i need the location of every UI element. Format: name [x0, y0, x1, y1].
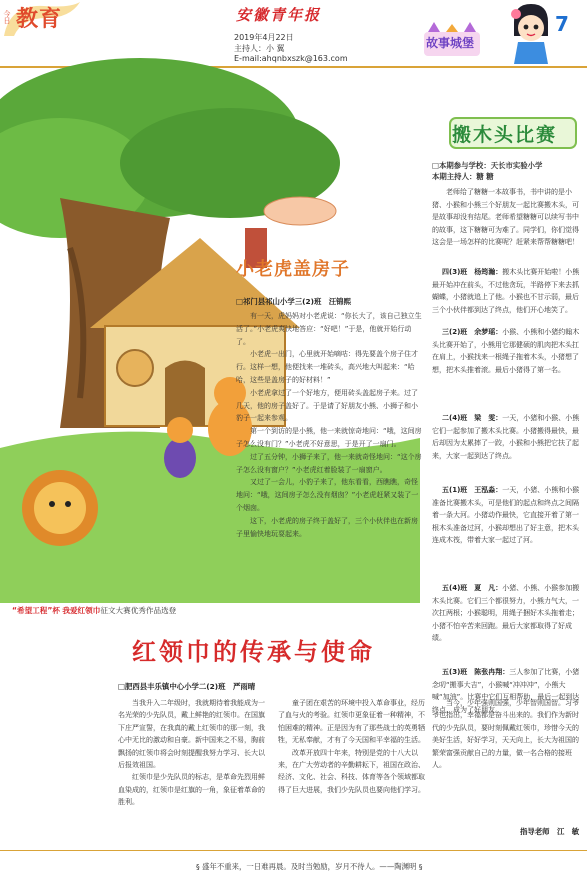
essay-paragraph: 当我升入二年级时，我就期待着我能成为一名光荣的少先队员，戴上鲜艳的红领巾。在国旗下庄严宣誓，在我真的戴上红领巾的那一刻，我心中无比的激动和自豪。新中国来之不易，胸前飘扬的红领巾将会时刻提醒我努力学习、长大以后报效祖国。 [118, 699, 265, 770]
story-paragraph: 有一天，虎妈妈对小老虎说：“你长大了，该自己独立生活了。”小老虎爽快地答应：“好吧！”于是，他就开始行动了。 [236, 312, 422, 346]
right-column-intro: 老师给了糖糖一本故事书，书中讲的是小猪、小猴和小熊三个好朋友一起比赛搬木头，可是故事却没有结尾。老师希望糖糖可以续写书中的故事，这下糖糖可为难了。同学们，你们觉得这会是一场怎样的比赛呢？赶紧来帮帮糖糖吧！ [432, 188, 579, 247]
essay-paragraph: 当今，少年强则国强，少年智则国智。习爷爷也指出，幸福都是奋斗出来的。我们作为新时代的少先队员，要时刻佩戴红领巾，珍惜今天的美好生活，好好学习，天天向上，长大为祖国的繁荣富强贡献自己的力量，做一名合格的接班人。 [432, 699, 579, 770]
editor-credit: 主持人：小 翼 [234, 44, 285, 53]
entry-author: 五(1)班 王泓淼： [442, 486, 503, 494]
contest-banner [12, 605, 176, 616]
entry-item [432, 484, 580, 580]
page-number: 7 [555, 12, 569, 36]
entry-item [432, 326, 580, 410]
essay-column [278, 697, 428, 839]
footer-quote: § 盛年不重来，一日难再晨。及时当勉励，岁月不待人。——陶渊明 § [196, 862, 423, 871]
banner-highlight: “希望工程”杯 [12, 606, 60, 615]
essay-paragraph: 红领巾是少先队员的标志，是革命先烈用鲜血染成的，红领巾是红旗的一角，象征着革命的胜利。 [118, 773, 265, 807]
essay-paragraph: 童子团在艰苦的环境中投入革命事业，经历了血与火的考验。红领巾更象征着一种精神，不怕困难的精神。正是因为有了那些战士的英勇牺牲，无私奉献，才有了今天国和平幸福的生活。 [278, 699, 425, 745]
right-column-info [432, 160, 580, 182]
banner-text: 征文大赛优秀作品选登 [100, 606, 177, 615]
essay-byline: □肥西县丰乐镇中心小学二(2)班 严雨晴 [118, 682, 256, 691]
story-paragraph: 第一个到访的是小熊，他一来就惊奇地问：“哦，这间房子怎么没有门？”小老虎不好意思，于是开了一扇门。 [236, 427, 422, 448]
story-byline: □祁门县祁山小学三(2)班 汪锦熙 [236, 297, 351, 306]
story-paragraph: 这下，小老虎的房子终于盖好了，三个小伙伴也在新房子里愉快地玩耍起来。 [236, 516, 418, 538]
column-host: 本期主持人：糖 糖 [432, 172, 494, 181]
entry-author: 二(4)班 梁 雯： [442, 414, 503, 422]
banner-highlight: 我爱红领巾 [62, 606, 101, 615]
entry-item [432, 266, 580, 324]
story-paragraph: 过了五分钟，小狮子来了，他一来就奇怪地问：“这个房子怎么没有窗户？”小老虎红着脸装了一扇窗户。 [236, 452, 422, 474]
brand-vertical-label: 今日 [3, 10, 11, 24]
essay-guide-teacher: 指导老师 江 敏 [520, 827, 580, 836]
footer-rule [0, 850, 587, 851]
story-paragraph: 又过了一会儿，小豹子来了，他东看看，西瞧瞧，奇怪地问：“哦，这间房子怎么没有烟囱？”小老虎赶紧又装了一个烟囱。 [236, 478, 419, 512]
story-title: 小老虎盖房子 [236, 259, 350, 280]
email-address[interactable]: E-mail:ahqnbxszk@163.com [234, 54, 348, 63]
entry-item [432, 412, 580, 482]
girl-avatar [508, 2, 554, 64]
essay-paragraph: 改革开放四十年来，特别是党的十八大以来，在广大劳动者的辛勤耕耘下，祖国在政治、经济、文化、社会、科技、体育等各个领域都取得了巨大进展，我们少先队员也要向他们学习。 [278, 748, 425, 794]
entry-text: 小猴、小熊和小猪约翰木头比赛开始了，小熊用它那健硕的肌肉把木头扛在肩上，小猴找来一根绳子拖着木头，小猪想了想，把木头推着滚。最后小猪得了第一名。 [432, 328, 580, 374]
participating-school: □本期参与学校：天长市实验小学 [432, 161, 543, 170]
entry-text: 三人参加了比赛，小猪念叨“搬事大吉”，小猴喊“冲冲冲”，小熊大喊“加油”。比赛中它们互相帮助，最后一起到达终点，成为了好朋友。 [432, 668, 580, 714]
entry-item [432, 582, 580, 664]
paper-name: 安徽青年报 [236, 6, 322, 24]
issue-date: 2019年4月22日 [234, 33, 294, 42]
entry-text: 一天，小猪和小猴、小熊它们一起参加了搬木头比赛。小猪搬得最快，最后却因为太累摔了一跤，小猴和小熊把它扶了起来，大家一起到达了终点。 [432, 414, 580, 460]
story-body [236, 310, 422, 575]
entry-author: 三(2)班 余梦瑶： [442, 328, 503, 336]
column-title: 故事城堡 [426, 36, 475, 50]
entry-author: 五(4)班 夏 凡： [442, 584, 503, 592]
essay-title: 红领巾的传承与使命 [132, 638, 375, 666]
entry-text: 一天，小猪、小熊和小猴准备比赛搬木头，可是他们的起点和终点之间隔着一条大河。小猪动作最快，它直接开着了第一根木头准备过河，小猴却想出了好主意，把木头连成木筏，带着大家一起过了河。 [432, 486, 580, 545]
essay-column [432, 697, 582, 839]
entry-author: 五(3)班 陈张冉翔： [442, 668, 510, 676]
entry-item [432, 666, 580, 714]
entry-text: 搬木头比赛开始啦！小熊最开始冲在前头，不过他贪玩，半路停下来去抓蝴蝶，小猪就追上了他。小猴也不甘示弱，最后三个小伙伴都到达了终点，他们开心地笑了。 [432, 268, 580, 314]
entry-author: 四(3)班 杨筠瀚： [442, 268, 503, 276]
essay-column [118, 697, 268, 839]
story-paragraph: 小老虎一出门，心里就开始嘀咕：得先要盖个房子住才行。这样一想，他便找来一堆砖头，高兴地大叫起来：“哈哈，这些是盖房子的好材料！” [236, 350, 418, 384]
section-name: 教育 [16, 7, 63, 32]
story-paragraph: 小老虎拿过了一个好地方，便用砖头盖起房子来。过了几天，他的房子盖好了。于是请了好朋友小熊、小狮子和小豹子一起来参观。 [236, 388, 418, 423]
right-column-title: 搬木头比赛 [452, 124, 558, 146]
entry-text: 小猪、小熊、小猴参加搬木头比赛。它们三个都很努力，小熊力气大，一次扛两根；小猴聪明，用绳子捆好木头拖着走；小猪不怕辛苦来回跑。最后大家都取得了好成绩。 [432, 584, 580, 643]
